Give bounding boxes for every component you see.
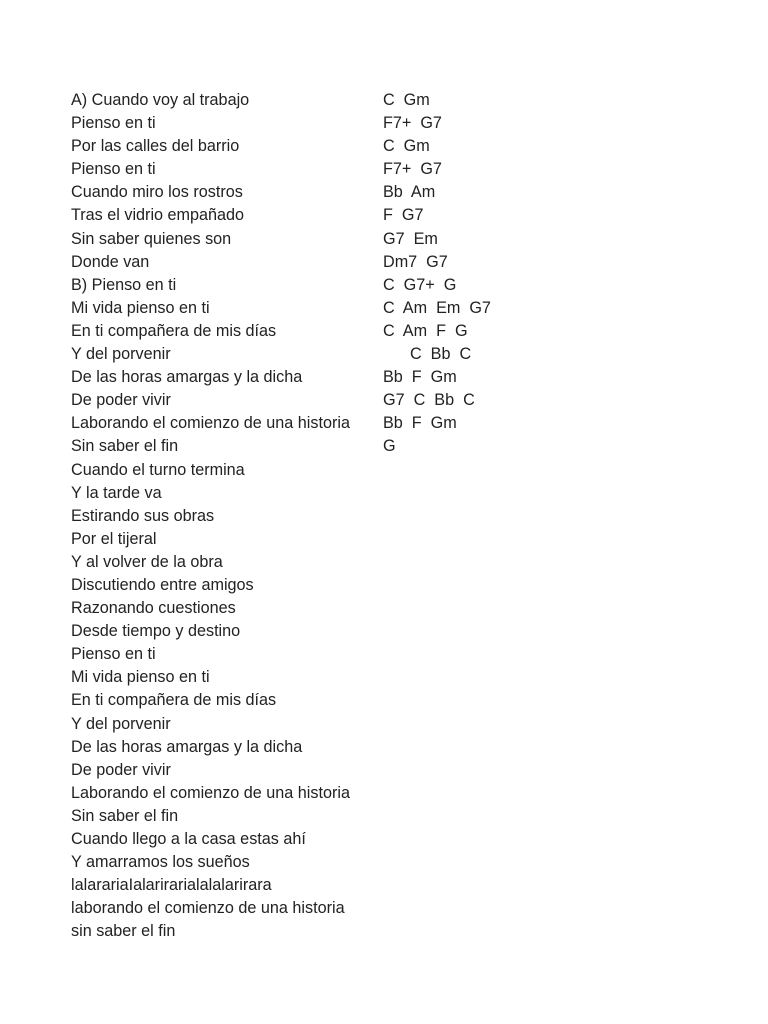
lyric-line: Cuando el turno termina [71,460,245,479]
chord-line: G7 C Bb C [383,391,475,410]
lyric-line: A) Cuando voy al trabajo [71,91,250,109]
lyric-line: Sin saber el fin [71,437,179,456]
chord-line: C Bb C [383,345,472,364]
chord-line: C Am Em G7 [383,298,491,317]
lyric-line: Y amarramos los sueños [71,853,250,872]
chord-line: Bb F Gm [383,368,457,387]
chord-line: C Am F G [383,321,468,340]
lyric-line: Y del porvenir [71,345,171,364]
lyric-line: Pienso en ti [71,645,156,664]
chord-line: F7+ G7 [383,114,442,133]
lyric-line: Donde van [71,252,150,271]
chord-line: Bb Am [383,183,436,202]
lyric-line: Mi vida pienso en ti [71,668,210,687]
lyric-line: Pienso en ti [71,114,156,133]
lyric-line: Laborando el comienzo de una historia [71,414,350,433]
lyric-line: Cuando llego a la casa estas ahí [71,830,306,848]
lyric-line: En ti compañera de mis días [71,691,277,710]
lyric-line: Y del porvenir [71,714,171,733]
lyric-line: Sin saber quienes son [71,229,232,248]
lyric-line: B) Pienso en ti [71,275,177,294]
lyric-line: Y al volver de la obra [71,552,223,571]
chord-line: C Gm [383,137,430,156]
lyric-line: Razonando cuestiones [71,599,236,618]
chord-line: G [383,437,396,456]
lyric-line: Cuando miro los rostros [71,183,243,202]
lyric-line: Estirando sus obras [71,506,215,525]
lyric-line: Mi vida pienso en ti [71,298,210,317]
lyric-line: Tras el vidrio empañado [71,206,245,225]
lyrics-column [71,89,371,943]
chord-line: G7 Em [383,229,438,248]
lyric-line: lalarariaIalarirarialalalarirara [71,876,272,895]
lyric-line: laborando el comienzo de una historia [71,899,345,918]
lyric-line: Pienso en ti [71,160,156,179]
lyric-line: Por las calles del barrio [71,137,240,156]
lyric-line: Discutiendo entre amigos [71,575,254,594]
lyric-line: De poder vivir [71,760,171,779]
lyric-line: Por el tijeral [71,529,157,548]
lyric-line: Y la tarde va [71,483,162,502]
lyric-line: Desde tiempo y destino [71,622,241,641]
lyric-line: De poder vivir [71,391,171,410]
chord-line: C Gm [383,91,430,109]
chord-line: F G7 [383,206,424,225]
lyric-line: De las horas amargas y la dicha [71,368,303,387]
lyric-line: Sin saber el fin [71,806,179,825]
chords-column [383,89,583,459]
chord-line: C G7+ G [383,275,457,294]
chord-line: Dm7 G7 [383,252,448,271]
lyric-line: De las horas amargas y la dicha [71,737,303,756]
lyric-line: En ti compañera de mis días [71,321,277,340]
lyric-line: sin saber el fin [71,922,176,941]
lyric-line: Laborando el comienzo de una historia [71,783,350,802]
chord-line: F7+ G7 [383,160,442,179]
chord-line: Bb F Gm [383,414,457,433]
